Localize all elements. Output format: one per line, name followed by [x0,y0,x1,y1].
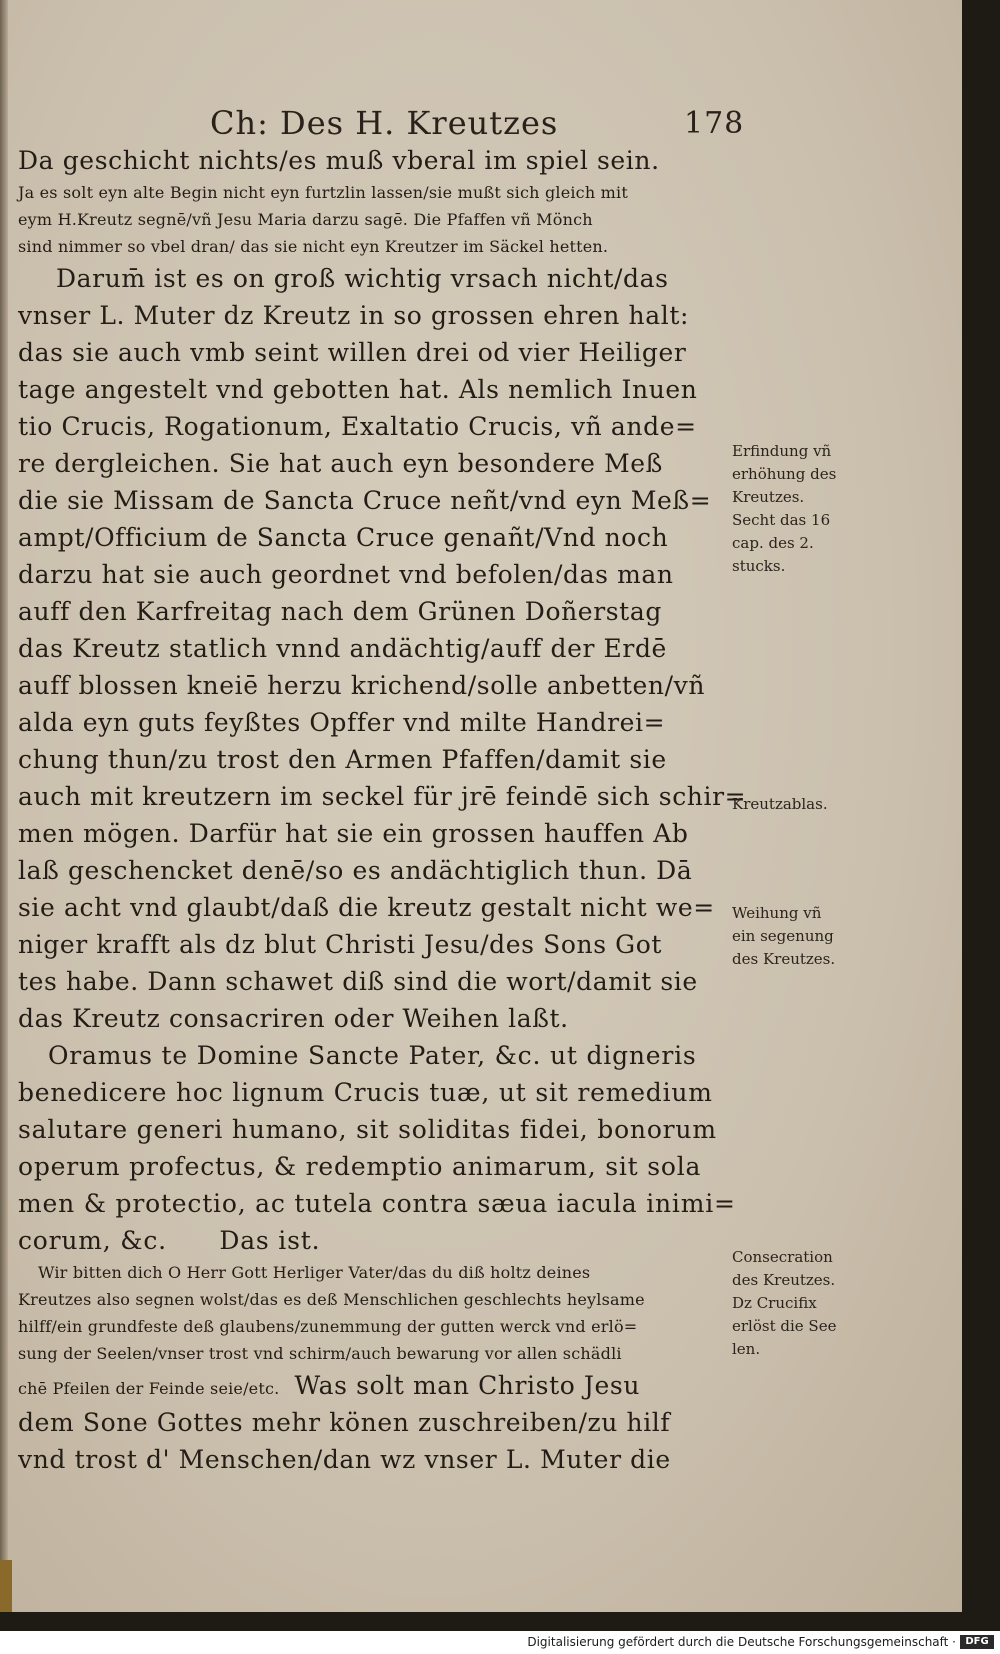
text-line: corum, &c. Das ist. [18,1226,321,1255]
main-text-block [18,142,747,1478]
text-line: niger krafft als dz blut Christi Jesu/des Sons Got [18,930,663,959]
text-line: Ja es solt eyn alte Begin nicht eyn furtzlin lassen/sie mußt sich gleich mit [18,183,628,202]
note-line: Secht das 16 [732,511,831,529]
text-line: auff blossen kneiē herzu krichend/solle anbetten/vñ [18,671,706,700]
text-line: salutare generi humano, sit soliditas fidei, bonorum [18,1115,717,1144]
text-line: benedicere hoc lignum Crucis tuæ, ut sit remedium [18,1078,713,1107]
text-line: chē Pfeilen der Feinde seie/etc. [18,1379,280,1398]
block-b [18,179,730,260]
margin-note [732,793,872,816]
block-latin [18,1037,736,1259]
text-line: re dergleichen. Sie hat auch eyn besondere Meß [18,449,663,478]
note-line: ein segenung [732,927,834,945]
page-number: 178 [684,106,745,141]
note-line: Kreutzes. [732,488,805,506]
text-line: men & protectio, ac tutela contra sæua iacula inimi= [18,1189,736,1218]
text-line: tes habe. Dann schawet diß sind die wort/damit sie [18,967,698,996]
text-line: Kreutzes also segnen wolst/das es deß Menschlichen geschlechts heylsame [18,1290,645,1309]
text-line: das Kreutz statlich vnnd andächtig/auff der Erdē [18,634,667,663]
text-line: ampt/Officium de Sancta Cruce genañt/Vnd noch [18,523,669,552]
block-e [18,1404,730,1478]
note-line: cap. des 2. [732,534,814,552]
text-line: tage angestelt vnd gebotten hat. Als nemlich Inuen [18,375,698,404]
funding-credit: Digitalisierung gefördert durch die Deutsche Forschungsgemeinschaft · [527,1635,956,1649]
text-line: alda eyn guts feyßtes Opffer vnd milte Handrei= [18,708,666,737]
note-line: Dz Crucifix [732,1294,817,1312]
note-line: Weihung vñ [732,904,822,922]
margin-note [732,1246,872,1361]
text-line: sung der Seelen/vnser trost vnd schirm/auch bewarung vor allen schädli [18,1344,622,1363]
text-line: vnser L. Muter dz Kreutz in so grossen ehren halt: [18,301,690,330]
running-header [210,104,745,144]
text-line: Wir bitten dich O Herr Gott Herliger Vater/das du diß holtz deines [38,1263,591,1282]
text-line: operum profectus, & redemptio animarum, sit sola [18,1152,702,1181]
text-line: Da geschicht nichts/es muß vberal im spiel sein. [18,146,660,175]
note-line: len. [732,1340,761,1358]
binding-strip [0,1560,12,1612]
block-c [18,260,747,1037]
text-line: die sie Missam de Sancta Cruce neñt/vnd eyn Meß= [18,486,712,515]
margin-note [732,440,872,578]
text-line: das Kreutz consacriren oder Weihen laßt. [18,1004,569,1033]
text-line: darzu hat sie auch geordnet vnd befolen/das man [18,560,674,589]
note-line: Kreutzablas. [732,795,828,813]
text-line: auff den Karfreitag nach dem Grünen Doñerstag [18,597,662,626]
text-line: chung thun/zu trost den Armen Pfaffen/damit sie [18,745,667,774]
dfg-logo: DFG [960,1635,994,1649]
text-line: men mögen. Darfür hat sie ein grossen hauffen Ab [18,819,689,848]
text-line-mixed [18,1367,730,1404]
block-d [18,1259,730,1404]
text-line: auch mit kreutzern im seckel für jrē feindē sich schir= [18,782,747,811]
text-line: eym H.Kreutz segnē/vñ Jesu Maria darzu sagē. Die Pfaffen vñ Mönch [18,210,593,229]
text-line: sind nimmer so vbel dran/ das sie nicht eyn Kreutzer im Säckel hetten. [18,237,609,256]
margin-note [732,902,872,971]
text-line: Was solt man Christo Jesu [294,1371,641,1400]
text-line: laß geschencket denē/so es andächtiglich thun. Dā [18,856,693,885]
running-title: Ch: Des H. Kreutzes [210,104,559,142]
note-line: stucks. [732,557,786,575]
text-line: Oramus te Domine Sancte Pater, &c. ut digneris [48,1041,697,1070]
text-line: vnd trost d' Menschen/dan wz vnser L. Muter die [18,1445,671,1474]
text-line: dem Sone Gottes mehr könen zuschreiben/zu hilf [18,1408,671,1437]
note-line: erlöst die See [732,1317,837,1335]
page-edge-shadow [0,0,8,1612]
note-line: des Kreutzes. [732,1271,836,1289]
text-line: tio Crucis, Rogationum, Exaltatio Crucis, vñ ande= [18,412,697,441]
note-line: Consecration [732,1248,833,1266]
note-line: erhöhung des [732,465,837,483]
text-line: Darum̄ ist es on groß wichtig vrsach nicht/das [56,264,669,293]
text-line: sie acht vnd glaubt/daß die kreutz gestalt nicht we= [18,893,715,922]
text-line: hilff/ein grundfeste deß glaubens/zunemmung der gutten werck vnd erlö= [18,1317,638,1336]
block-a [18,142,730,179]
note-line: des Kreutzes. [732,950,836,968]
text-line: das sie auch vmb seint willen drei od vier Heiliger [18,338,687,367]
funding-footer [0,1631,1000,1654]
note-line: Erfindung vñ [732,442,832,460]
